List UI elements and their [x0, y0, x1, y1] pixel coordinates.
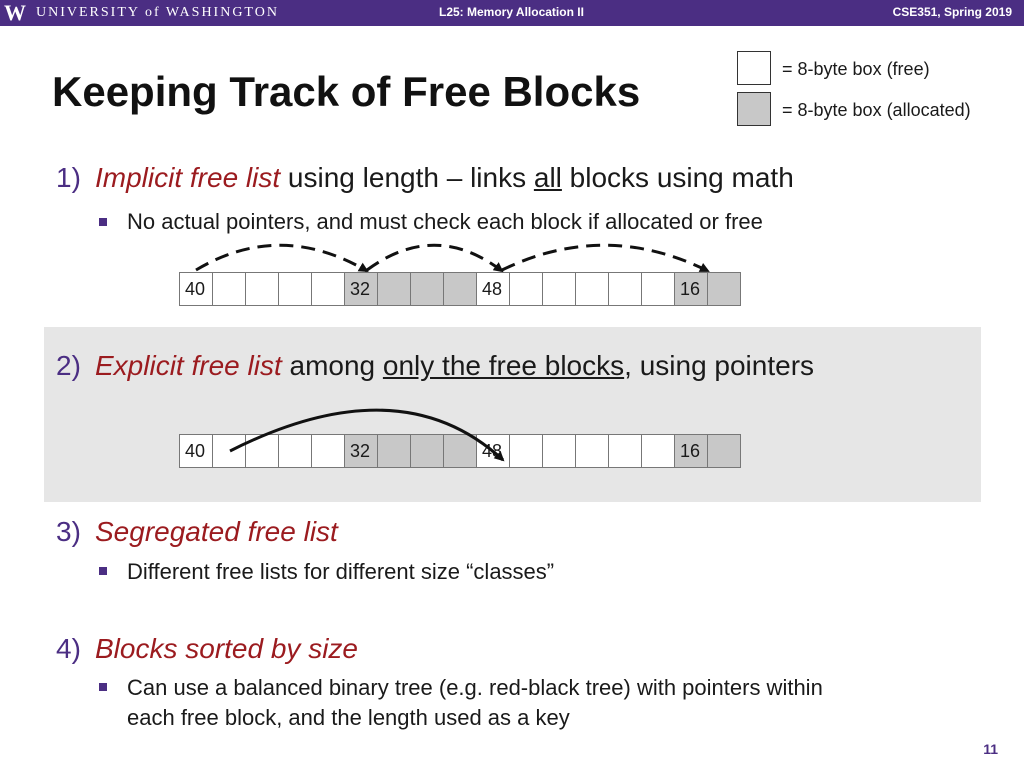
- sub-bullet-4a: Can use a balanced binary tree (e.g. red-black tree) with pointers within: [127, 675, 823, 700]
- solid-arrow-free-to-free: [230, 410, 503, 460]
- item-number-3: 3): [56, 516, 81, 547]
- dashed-arrow-32-to-48: [367, 245, 502, 271]
- item-underline-2: only the free blocks: [382, 350, 625, 381]
- free-word-box: 40: [179, 272, 213, 306]
- allocated-word-box: 32: [344, 434, 378, 468]
- uw-w-icon: W: [4, 0, 26, 25]
- course-label: CSE351, Spring 2019: [892, 5, 1012, 19]
- item-line-3: [95, 516, 338, 548]
- item-number-2: 2): [56, 350, 81, 381]
- item-text-a-2: among: [281, 350, 383, 381]
- item-emphasis-3: Segregated free list: [95, 516, 338, 547]
- allocated-word-box: 16: [674, 434, 708, 468]
- item-text-b-2: , using pointers: [624, 350, 815, 381]
- page-number: 11: [983, 741, 998, 757]
- item-text-b-1: blocks using math: [561, 162, 794, 193]
- item-underline-1: all: [533, 162, 562, 193]
- free-word-box: 48: [476, 434, 510, 468]
- legend-free-label: = 8-byte box (free): [782, 59, 930, 79]
- item-number-4: 4): [56, 633, 81, 664]
- sub-bullet-3: Different free lists for different size “classes”: [127, 559, 555, 584]
- lecture-title: L25: Memory Allocation II: [439, 5, 584, 19]
- legend-allocated-label: = 8-byte box (allocated): [782, 100, 971, 120]
- item-line-4: [95, 633, 358, 665]
- item-emphasis-1: Implicit free list: [95, 162, 281, 193]
- sub-bullet-4b: each free block, and the length used as a key: [127, 705, 570, 730]
- sub-bullet-1: No actual pointers, and must check each block if allocated or free: [127, 209, 763, 234]
- allocated-word-box: 32: [344, 272, 378, 306]
- free-word-box: 48: [476, 272, 510, 306]
- allocated-word-box: 16: [674, 272, 708, 306]
- item-emphasis-2: Explicit free list: [95, 350, 282, 381]
- item-text-a-1: using length – links: [280, 162, 534, 193]
- slide-title: Keeping Track of Free Blocks: [52, 68, 641, 115]
- free-word-box: 40: [179, 434, 213, 468]
- bullet-icon: [99, 683, 107, 691]
- university-name: UNIVERSITY of WASHINGTON: [36, 5, 279, 20]
- bullet-icon: [99, 567, 107, 575]
- item-number-1: 1): [56, 162, 81, 193]
- dashed-arrow-40-to-32: [196, 245, 367, 271]
- dashed-arrow-48-to-16: [502, 245, 708, 271]
- item-emphasis-4: Blocks sorted by size: [95, 633, 358, 664]
